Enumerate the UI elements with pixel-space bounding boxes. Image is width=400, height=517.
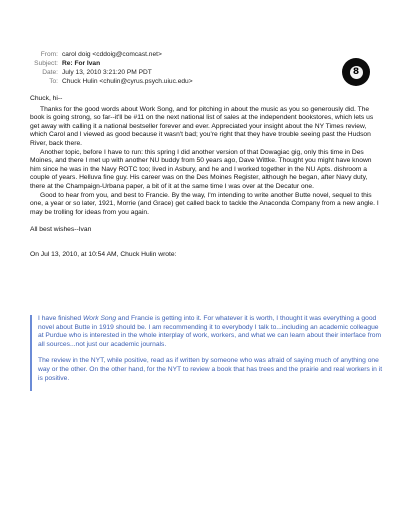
subject-label: Subject:	[34, 60, 58, 67]
body-paragraph-1: Thanks for the good words about Work Song, and for pitching in about the music as you so generously did. The book is going strong, so far--it'll be #11 on the next national list of sales at the independent bookstores, which lets us get away with calling it a national bestseller forever and ever. Appreciated your insight about the NY Times review, which Carol and I viewed as good because it wasn't bad; you're right that they have trouble seeing past the Hudson River, back there.	[30, 105, 374, 147]
from-row	[20, 50, 340, 59]
date-label: Date:	[42, 69, 58, 76]
body-paragraph-2: Another topic, before I have to run: this spring I did another version of that Dowagiac gig, only this time in Des Moines, and there I met up with another NU buddy from 50 years ago, Dave Wittke. Thought you might have known him since he was in the Navy ROTC too; lived in Asbury, and he and I worked together in the NU Apts. dishroom a couple of years. Helluva fine guy. His career was on the Des Moines Register, although he began, after Navy duty, there at the Champaign-Urbana paper, a bit of it at the same time I was over at the Decatur one.	[30, 148, 372, 190]
avatar-glyph: 8	[350, 66, 363, 79]
book-title: Work Song	[82, 315, 117, 322]
subject-row	[20, 59, 340, 68]
date-value: July 13, 2010 3:21:20 PM PDT	[62, 69, 152, 76]
quote-paragraph-1	[38, 315, 384, 349]
to-row	[20, 77, 340, 86]
quote-attribution: On Jul 13, 2010, at 10:54 AM, Chuck Hulin wrote:	[30, 250, 177, 258]
quote-1-start: I have finished	[38, 315, 83, 322]
quote-1-rest: and Francie is getting into it. For whatever it is worth, I thought it was everything a good novel about Butte in 1919 should be. I am recommending it to everybody I talk to...including an academic colleague at Purdue who is interested in the whole interplay of work, workers, and what we can learn about their interface from all sources...not just our academic journals.	[38, 315, 382, 348]
to-value[interactable]: Chuck Hulin <chulin@cyrus.psych.uiuc.edu>	[62, 78, 193, 85]
signoff: All best wishes--Ivan	[30, 226, 92, 234]
quote-paragraph-2: The review in the NYT, while positive, read as if written by someone who was afraid of saying much of anything one way or the other. On the other hand, for the NYT to review a book that has trees and the prairie and real workers in it is positive.	[38, 357, 383, 382]
to-label: To:	[49, 78, 58, 85]
message-body	[30, 95, 380, 260]
body-paragraph-3: Good to hear from you, and best to Francie. By the way, I'm intending to write another Butte novel, sequel to this one, a year or so later, 1921, Morrie (and Grace) get called back to tackle the Anaconda Company from a new angle. I may be trolling for ideas from you again.	[30, 191, 379, 216]
email-header	[20, 50, 340, 86]
from-label: From:	[40, 51, 58, 58]
from-value[interactable]: carol doig <cddoig@comcast.net>	[62, 51, 162, 58]
quoted-message	[30, 315, 384, 391]
greeting: Chuck, hi--	[30, 95, 63, 102]
subject-value: Re: For Ivan	[62, 60, 101, 67]
date-row	[20, 68, 340, 77]
sender-avatar-eight-ball-icon	[342, 58, 370, 86]
